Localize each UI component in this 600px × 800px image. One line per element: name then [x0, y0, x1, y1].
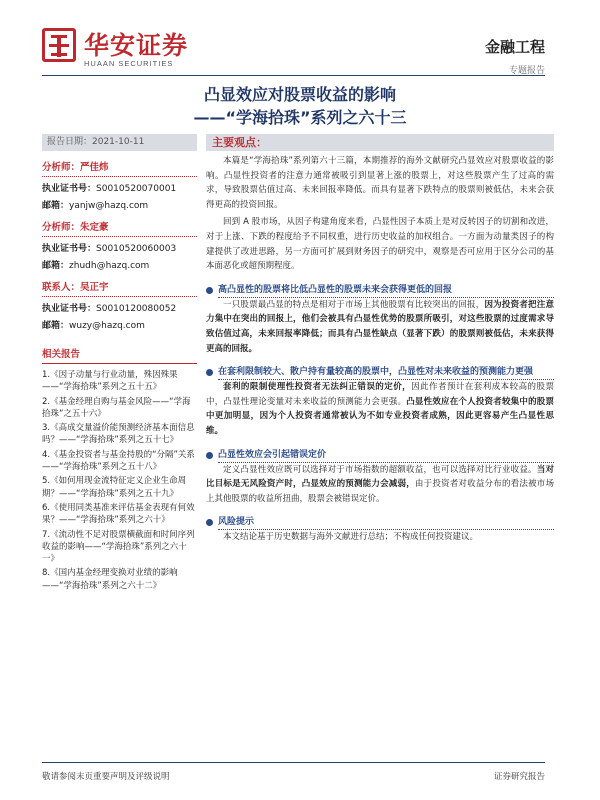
section-heading: 高凸显性的股票将比低凸显性的股票未来会获得更低的回报 [206, 283, 554, 298]
header-meta [485, 36, 545, 76]
contact-block [42, 279, 197, 331]
footer-divider [42, 762, 545, 763]
analyst-cert: 执业证书号：S0010520070001 [42, 184, 177, 194]
bullet-icon [206, 369, 213, 376]
footer-label: 证券研究报告 [493, 772, 545, 782]
analyst-name: 分析师：朱定豪 [42, 219, 197, 237]
header-divider [42, 75, 545, 76]
logo-emblem-icon [42, 28, 76, 62]
risk-paragraph: 本文结论基于历史数据与海外文献进行总结；不构成任何投资建议。 [223, 532, 479, 543]
analyst-name: 分析师：严佳炜 [42, 159, 197, 177]
a-share-paragraph: 回到 A 股市场，从因子构建角度来看，凸显性因子本质上是对反转因子的切割和改进，对于上涨、下跌的程度给予不同权重，进行历史收益的加权组合。一方面为动量类因子的构建提供了改进思路，另一方面可扩展到财务因子的研究中，观察是否可应用于区分公司的基本面恶化或超预期程度。 [206, 217, 554, 272]
related-report-item[interactable]: 6.《使用同类基准来评估基金表现有何效果？——“学海拾珠”系列之六十》 [42, 502, 195, 526]
left-sidebar [42, 134, 197, 594]
related-reports-list [42, 369, 197, 592]
logo-text-en: HUAAN SECURITIES [84, 59, 174, 68]
contact-cert: 执业证书号：S0010120080052 [42, 304, 177, 314]
analyst-cert: 执业证书号：S0010520060003 [42, 244, 177, 254]
contact-name: 联系人：吴正宇 [42, 279, 197, 297]
report-title: 凸显效应对股票收益的影响 [203, 85, 396, 104]
related-report-item[interactable]: 5.《如何用现金流特征定义企业生命周期？——“学海拾珠”系列之五十九》 [42, 476, 187, 499]
analyst-block [42, 159, 197, 211]
related-report-item[interactable]: 7.《流动性不足对股票横截面和时间序列收益的影响——“学海拾珠”系列之六十一》 [42, 529, 195, 565]
report-category: 金融工程 [484, 38, 545, 56]
main-content [206, 134, 554, 545]
report-type: 专题报告 [508, 66, 545, 76]
report-subtitle: ——“学海拾珠”系列之六十三 [193, 108, 407, 127]
bullet-icon [206, 452, 213, 459]
company-logo [42, 28, 262, 72]
intro-paragraph: 本篇是“学海拾珠”系列第六十三篇，本期推荐的海外文献研究凸显效应对股票收益的影响。凸显性投资者的注意力通常被吸引到显著上涨的股票上，对这些股票产生了过高的需求，导致股票估值过高、未来回报率降低。而具有显著下跌特点的股票则被低估，未来会获得更高的投资回报。 [206, 156, 554, 210]
analyst-block [42, 219, 197, 271]
key-points-title: 主要观点： [206, 134, 554, 151]
contact-email[interactable]: 邮箱：wuzy@hazq.com [42, 321, 145, 331]
section-paragraph: 套利的限制使理性投资者无法纠正错误的定价，因此作者预计在套利成本较高的股票中，凸显性理论变量对未来收益的预测能力会更强。凸显性效应在个人投资者较集中的股票中更加明显，因为个人投资者通常被认为不如专业投资者成熟，因此更容易产生凸显性思维。 [206, 382, 554, 436]
analyst-email[interactable]: 邮箱：zhudh@hazq.com [42, 261, 150, 271]
related-report-item[interactable]: 2.《基金经理自购与基金风险——“学海拾珠”之五十六》 [42, 396, 191, 419]
section-paragraph: 一只股票最凸显的特点是相对于市场上其他股票有比较突出的回报，因为投资者把注意力集中在突出的回报上，他们会被具有凸显性优势的股票所吸引，对这些股票的过度需求导致估值过高，未来回报率降低；而具有凸显性缺点（显著下跌）的股票则被低估，未来获得更高的回报。 [206, 299, 554, 354]
bullet-icon [206, 519, 213, 526]
section-heading: 凸显性效应会引起错误定价 [206, 448, 554, 463]
section-paragraph: 定义凸显性效应既可以选择对于市场指数的超额收益，也可以选择对比行业收益。当对比目标是无风险资产时，凸显效应的预测能力会减弱，由于投资者对收益分布的看法被市场上其他股票的收益所扭曲，股票会被错误定价。 [206, 464, 554, 504]
risk-heading: 风险提示 [206, 515, 554, 530]
report-date: 报告日期：2021-10-11 [42, 134, 197, 151]
analyst-email[interactable]: 邮箱：yanjw@hazq.com [42, 201, 149, 211]
logo-text-cn: 华安证券 [84, 31, 189, 60]
bullet-icon [206, 287, 213, 294]
related-report-item[interactable]: 3.《高成交量溢价能预测经济基本面信息吗？——“学海拾珠”系列之五十七》 [42, 423, 195, 446]
related-reports-title: 相关报告 [42, 346, 197, 364]
related-report-item[interactable]: 8.《国内基金经理变换对业绩的影响——“学海拾珠”系列之六十二》 [42, 568, 178, 591]
footer-disclaimer: 敬请参阅末页重要声明及评级说明 [42, 772, 170, 782]
related-report-item[interactable]: 4.《基金投资者与基金持股的“分隔”关系——“学海拾珠”系列之五十八》 [42, 449, 195, 473]
section-heading: 在套利限制较大、散户持有量较高的股票中，凸显性对未来收益的预测能力更强 [206, 365, 554, 380]
related-report-item[interactable]: 1.《因子动量与行业动量，殊因殊果——“学海拾珠”系列之五十五》 [42, 370, 178, 393]
